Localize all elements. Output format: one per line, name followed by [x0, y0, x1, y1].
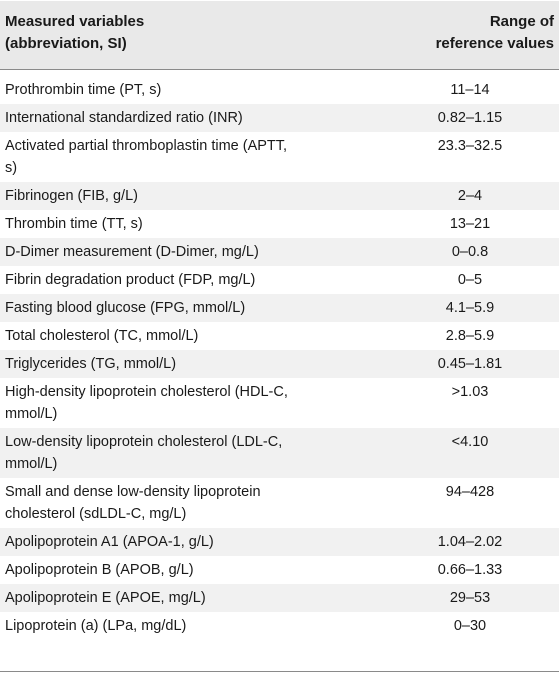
cell-variable: International standardized ratio (INR) — [5, 110, 243, 126]
table-row — [0, 266, 559, 294]
cell-variable: Thrombin time (TT, s) — [5, 216, 143, 232]
cell-range: 2–4 — [457, 188, 483, 204]
table-header-rule — [0, 69, 559, 70]
table-row — [0, 556, 559, 584]
table-row — [0, 210, 559, 238]
table-row — [0, 238, 559, 266]
cell-range: 1.04–2.02 — [437, 534, 503, 550]
cell-variable: Fibrin degradation product (FDP, mg/L) — [5, 272, 256, 288]
cell-range: >1.03 — [451, 384, 489, 400]
cell-range: 4.1–5.9 — [445, 300, 495, 316]
header-variable-column — [5, 11, 325, 55]
table-row — [0, 528, 559, 556]
cell-range: 0.45–1.81 — [437, 356, 503, 372]
cell-variable: Total cholesterol (TC, mmol/L) — [5, 328, 199, 344]
cell-range: 13–21 — [449, 216, 491, 232]
cell-variable: Apolipoprotein E (APOE, mg/L) — [5, 590, 206, 606]
cell-range: 0–0.8 — [451, 244, 489, 260]
cell-range: 0–30 — [453, 618, 487, 634]
cell-variable: Prothrombin time (PT, s) — [5, 82, 162, 98]
cell-range: 0–5 — [457, 272, 483, 288]
table-row — [0, 104, 559, 132]
header-variable-line1: Measured variables — [5, 13, 145, 30]
cell-variable: Apolipoprotein B (APOB, g/L) — [5, 562, 194, 578]
table-row — [0, 76, 559, 104]
cell-range: 23.3–32.5 — [437, 138, 503, 154]
cell-range: 0.66–1.33 — [437, 562, 503, 578]
table-row — [0, 350, 559, 378]
cell-variable: Low-density lipoprotein cholesterol (LDL-C, mmol/L) — [5, 434, 283, 472]
cell-variable: Triglycerides (TG, mmol/L) — [5, 356, 177, 372]
cell-variable: Activated partial thromboplastin time (APTT, s) — [5, 138, 288, 176]
table-row — [0, 294, 559, 322]
table-row — [0, 182, 559, 210]
table-row — [0, 612, 559, 640]
header-range-column — [414, 11, 554, 55]
table-row — [0, 322, 559, 350]
cell-variable: Small and dense low-density lipoprotein cholesterol (sdLDL-C, mg/L) — [5, 484, 261, 522]
cell-range: 2.8–5.9 — [445, 328, 495, 344]
table-row — [0, 378, 559, 428]
header-range-line1: Range of — [489, 13, 554, 30]
table-bottom-rule — [0, 671, 559, 672]
cell-range: 0.82–1.15 — [437, 110, 503, 126]
table-row — [0, 132, 559, 182]
table-row — [0, 584, 559, 612]
table-row — [0, 478, 559, 528]
cell-variable: Fasting blood glucose (FPG, mmol/L) — [5, 300, 246, 316]
cell-variable: High-density lipoprotein cholesterol (HDL-C, mmol/L) — [5, 384, 288, 422]
table-header — [0, 1, 559, 69]
cell-variable: D-Dimer measurement (D-Dimer, mg/L) — [5, 244, 259, 260]
cell-range: 29–53 — [449, 590, 491, 606]
header-range-line2: reference values — [435, 35, 554, 52]
table-body — [0, 76, 559, 640]
cell-variable: Fibrinogen (FIB, g/L) — [5, 188, 138, 204]
cell-variable: Apolipoprotein A1 (APOA-1, g/L) — [5, 534, 214, 550]
cell-range: 11–14 — [450, 82, 490, 98]
cell-range: <4.10 — [451, 434, 489, 450]
table-row — [0, 428, 559, 478]
cell-variable: Lipoprotein (a) (LPa, mg/dL) — [5, 618, 187, 634]
cell-range: 94–428 — [445, 484, 495, 500]
header-variable-line2: (abbreviation, SI) — [5, 35, 127, 52]
